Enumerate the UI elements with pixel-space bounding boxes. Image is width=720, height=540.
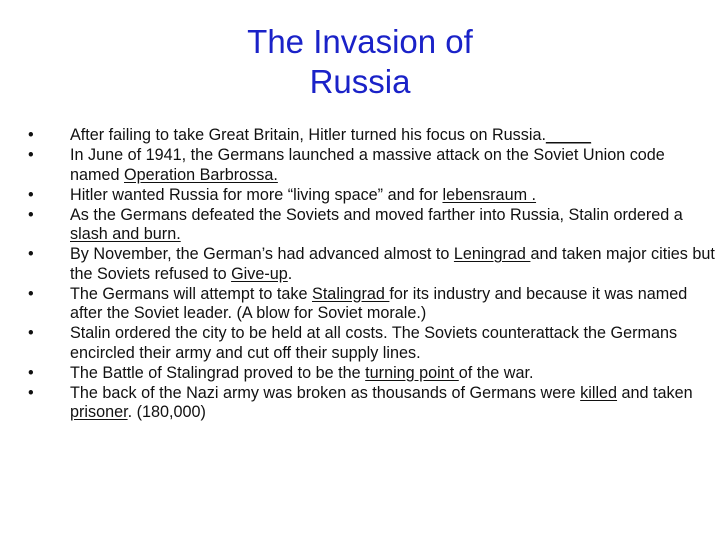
- slide-title: [0, 22, 720, 102]
- underlined-answer: Stalingrad: [312, 284, 390, 303]
- underlined-answer: killed: [580, 383, 618, 402]
- bullet-text: By November, the German’s had advanced almost to: [70, 245, 454, 263]
- bullet-item: [28, 324, 718, 363]
- bullet-item: [28, 245, 718, 284]
- bullet-item: [28, 186, 718, 206]
- bullet-icon: •: [28, 205, 34, 224]
- bullet-icon: •: [28, 383, 34, 402]
- bullet-text: .: [287, 264, 293, 283]
- bullet-text: After failing to take Great Britain, Hitler turned his focus on Russia.: [70, 126, 546, 144]
- underlined-answer: turning point: [365, 363, 459, 382]
- bullet-icon: •: [28, 284, 34, 303]
- underlined-answer: Leningrad: [453, 245, 531, 263]
- bullet-item: [28, 146, 718, 185]
- bullet-list: [28, 126, 718, 423]
- bullet-icon: •: [28, 245, 34, 263]
- underlined-answer: prisoner: [70, 403, 128, 421]
- bullet-text: for its industry and because it was named after the Soviet leader. (A blow for Soviet morale.): [70, 284, 688, 322]
- bullet-text: As the Germans defeated the Soviets and moved farther into Russia, Stalin ordered a: [70, 205, 683, 224]
- bullet-item: [28, 285, 718, 324]
- bullet-item: [28, 384, 718, 423]
- bullet-text: of the war.: [458, 363, 534, 382]
- underlined-answer: Give-up: [231, 264, 288, 283]
- bullet-text: and taken major cities but the Soviets refused to: [70, 245, 715, 283]
- bullet-text: Hitler wanted Russia for more “living space” and for: [70, 185, 443, 204]
- bullet-text: Stalin ordered the city to be held at all costs. The Soviets counterattack the Germans encircled their army and cut off their supply lines.: [70, 324, 678, 362]
- bullet-icon: •: [28, 324, 34, 342]
- blank-underline: _____: [545, 126, 591, 144]
- bullet-icon: •: [28, 126, 34, 144]
- slide-title-line-1: The Invasion of: [247, 23, 473, 60]
- bullet-icon: •: [28, 185, 34, 204]
- bullet-text: The back of the Nazi army was broken as thousands of Germans were: [70, 383, 581, 402]
- bullet-item: [28, 206, 718, 245]
- underlined-answer: slash and burn.: [70, 225, 181, 243]
- bullet-icon: •: [28, 146, 34, 164]
- bullet-icon: •: [28, 363, 34, 382]
- bullet-text: The Battle of Stalingrad proved to be the: [70, 363, 366, 382]
- bullet-text: The Germans will attempt to take: [70, 284, 313, 303]
- bullet-text: . (180,000): [127, 403, 206, 421]
- bullet-item: [28, 126, 718, 146]
- bullet-text: In June of 1941, the Germans launched a massive attack on the Soviet Union code named: [70, 146, 665, 184]
- slide-title-line-2: Russia: [309, 63, 411, 100]
- bullet-text: and taken: [617, 383, 693, 402]
- underlined-answer: lebensraum .: [442, 185, 537, 204]
- bullet-item: [28, 364, 718, 384]
- underlined-answer: Operation Barbrossa.: [124, 165, 278, 184]
